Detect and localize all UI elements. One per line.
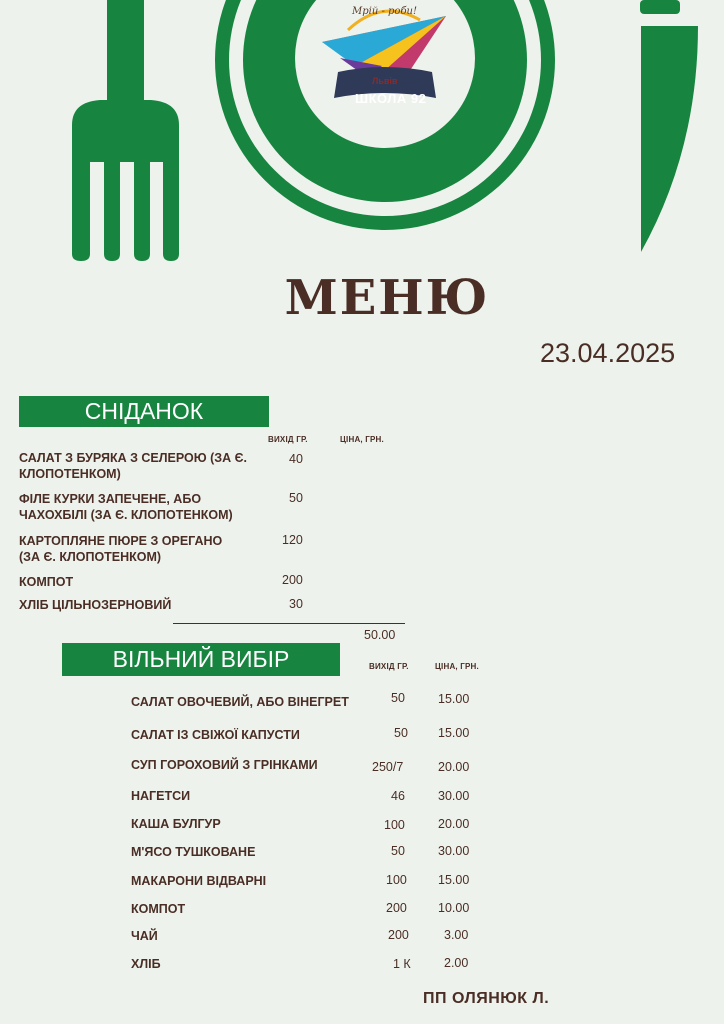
free-choice-item-price: 30.00: [438, 789, 470, 803]
breakfast-section-label: СНІДАНОК: [84, 398, 204, 424]
free-choice-item-weight: 50: [391, 844, 405, 858]
breakfast-item: ХЛІБ ЦІЛЬНОЗЕРНОВИЙ: [19, 598, 172, 612]
free-choice-item: М'ЯСО ТУШКОВАНЕ: [131, 845, 256, 859]
free-choice-item-price: 15.00: [438, 692, 470, 706]
breakfast-item: КОМПОТ: [19, 575, 74, 589]
free-choice-item: МАКАРОНИ ВІДВАРНІ: [131, 874, 267, 888]
breakfast-item-weight: 120: [282, 533, 303, 547]
free-choice-item: НАГЕТСИ: [131, 789, 191, 803]
free-choice-item-price: 20.00: [438, 760, 470, 774]
free-choice-item-price: 30.00: [438, 844, 470, 858]
free-choice-item-weight: 200: [388, 928, 409, 942]
free-choice-item: САЛАТ ОВОЧЕВИЙ, АБО ВІНЕГРЕТ: [131, 695, 349, 709]
breakfast-col-price: ЦІНА, ГРН.: [340, 435, 384, 444]
free-choice-item-weight: 46: [391, 789, 405, 803]
knife-icon: [640, 0, 698, 252]
vendor-name: ПП ОЛЯНЮК Л.: [423, 990, 550, 1007]
breakfast-item: КАРТОПЛЯНЕ ПЮРЕ З ОРЕГАНО (ЗА Є. КЛОПОТЕНКОМ): [19, 534, 223, 564]
free-choice-item-weight: 100: [384, 818, 405, 832]
breakfast-total: 50.00: [364, 628, 396, 642]
free-choice-item: САЛАТ ІЗ СВІЖОЇ КАПУСТИ: [131, 728, 300, 742]
free-choice-item: ЧАЙ: [131, 929, 158, 943]
logo-school: ШКОЛА 92: [355, 91, 427, 106]
free-choice-item-price: 2.00: [444, 956, 469, 970]
free-choice-item-weight: 50: [391, 691, 405, 705]
free-choice-item-weight: 1 К: [393, 957, 411, 971]
breakfast-col-weight: ВИХІД ГР.: [268, 435, 308, 444]
free-choice-section-header: [62, 643, 340, 676]
menu-date: 23.04.2025: [540, 338, 676, 368]
breakfast-item-weight: 50: [289, 491, 303, 505]
free-choice-item-weight: 50: [394, 726, 408, 740]
free-choice-item-weight: 200: [386, 901, 407, 915]
free-choice-item-price: 20.00: [438, 817, 470, 831]
free-choice-item-price: 15.00: [438, 873, 470, 887]
breakfast-item: ФІЛЕ КУРКИ ЗАПЕЧЕНЕ, АБО ЧАХОХБІЛІ (ЗА Є. КЛОПОТЕНКОМ): [19, 492, 233, 522]
free-choice-item: КОМПОТ: [131, 902, 186, 916]
free-choice-item-price: 3.00: [444, 928, 469, 942]
free-choice-col-weight: ВИХІД ГР.: [369, 662, 409, 671]
free-choice-item-price: 10.00: [438, 901, 470, 915]
breakfast-item-weight: 200: [282, 573, 303, 587]
page-title: МЕНЮ: [284, 270, 490, 326]
breakfast-divider: [173, 623, 405, 624]
tableware-illustration: [0, 0, 724, 270]
free-choice-item: КАША БУЛГУР: [131, 817, 221, 831]
free-choice-item-price: 15.00: [438, 726, 470, 740]
free-choice-item: ХЛІБ: [131, 957, 161, 971]
free-choice-item-weight: 250/7: [372, 760, 404, 774]
breakfast-item: САЛАТ З БУРЯКА З СЕЛЕРОЮ (ЗА Є. КЛОПОТЕНКОМ): [19, 451, 247, 481]
logo-city: Львів: [372, 76, 398, 86]
free-choice-item: СУП ГОРОХОВИЙ З ГРІНКАМИ: [131, 758, 318, 772]
breakfast-section-header: [19, 396, 269, 427]
free-choice-section-label: ВІЛЬНИЙ ВИБІР: [112, 646, 290, 672]
fork-icon: [72, 0, 179, 261]
breakfast-item-weight: 30: [289, 597, 303, 611]
breakfast-item-weight: 40: [289, 452, 303, 466]
free-choice-item-weight: 100: [386, 873, 407, 887]
logo-motto: Мрій - роби!: [352, 6, 417, 17]
free-choice-col-price: ЦІНА, ГРН.: [435, 662, 479, 671]
